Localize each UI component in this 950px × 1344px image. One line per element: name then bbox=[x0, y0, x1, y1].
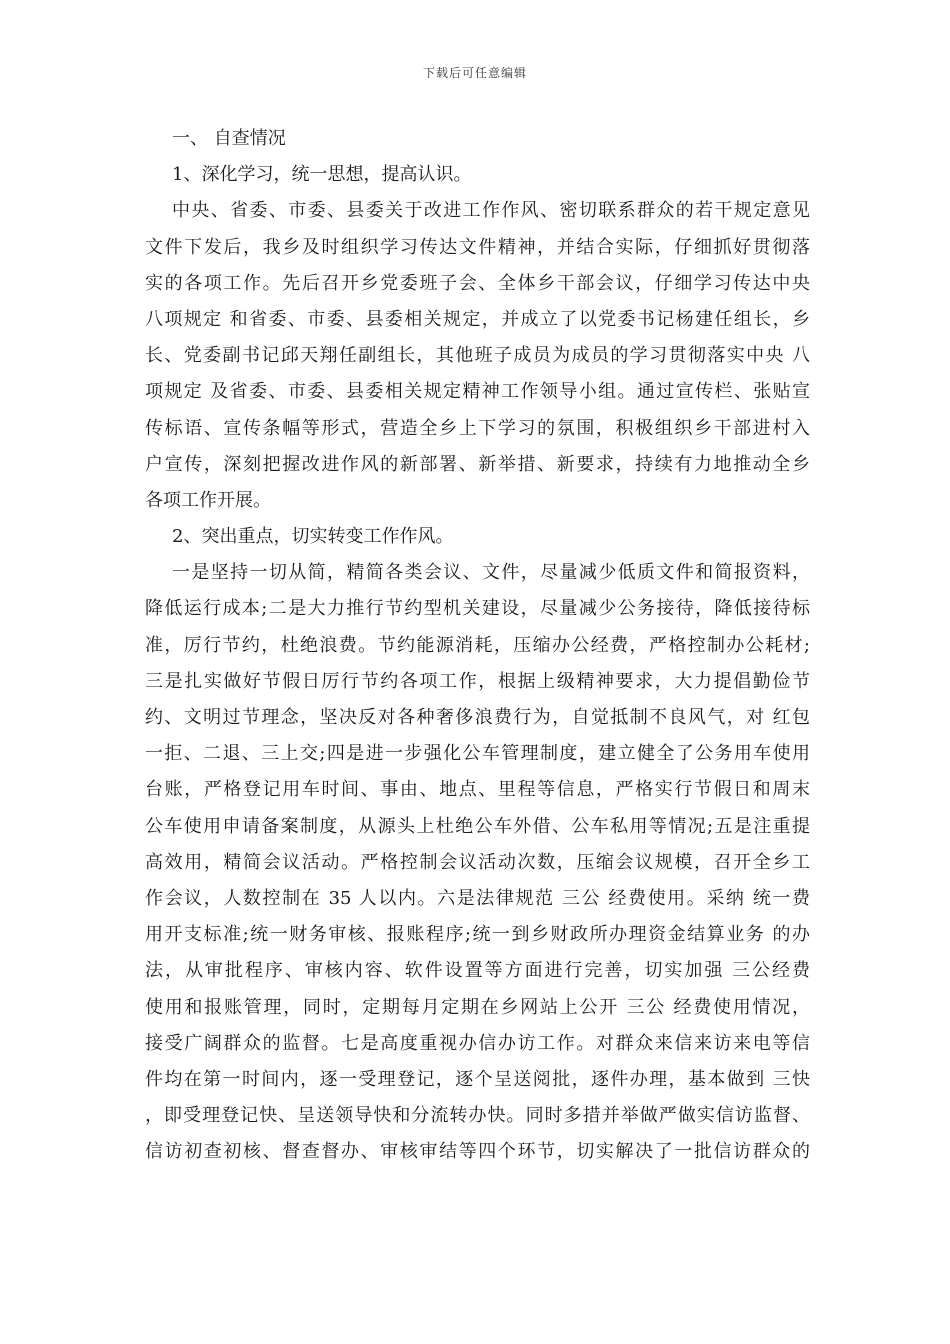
text-line: 一是坚持一切从简，精简各类会议、文件，尽量减少低质文件和简报资料， bbox=[172, 562, 810, 584]
text-line: 公车使用申请备案制度，从源头上杜绝公车外借、公车私用等情况;五是注重提 bbox=[145, 815, 810, 837]
text-line: 降低运行成本;二是大力推行节约型机关建设，尽量减少公务接待，降低接待标 bbox=[145, 598, 810, 620]
text-line: 一、 自查情况 bbox=[172, 128, 286, 149]
text-line: 高效用，精简会议活动。严格控制会议活动次数，压缩会议规模，召开全乡工 bbox=[145, 851, 810, 873]
text-line: 户宣传，深刻把握改进作风的新部署、新举措、新要求，持续有力地推动全乡 bbox=[145, 453, 810, 475]
text-line: 中央、省委、市委、县委关于改进工作作风、密切联系群众的若干规定意见 bbox=[172, 200, 810, 222]
text-line: ，即受理登记快、呈送领导快和分流转办快。同时多措并举做严做实信访监督、 bbox=[145, 1105, 810, 1127]
text-line: 法，从审批程序、审核内容、软件设置等方面进行完善，切实加强 三公经费 bbox=[145, 960, 810, 982]
text-line: 件均在第一时间内，逐一受理登记，逐个呈送阅批，逐件办理，基本做到 三快 bbox=[145, 1068, 810, 1090]
text-line: 接受广阔群众的监督。七是高度重视办信办访工作。对群众来信来访来电等信 bbox=[145, 1032, 810, 1054]
text-line: 作会议，人数控制在 35 人以内。六是法律规范 三公 经费使用。采纳 统一费 bbox=[145, 887, 810, 909]
text-line: 一拒、二退、三上交;四是进一步强化公车管理制度，建立健全了公务用车使用 bbox=[145, 743, 810, 765]
text-line: 各项工作开展。 bbox=[145, 489, 271, 511]
text-line: 1、深化学习，统一思想，提高认识。 bbox=[172, 164, 472, 186]
document-body bbox=[145, 121, 810, 1170]
text-line: 台账，严格登记用车时间、事由、地点、里程等信息，严格实行节假日和周末 bbox=[145, 779, 810, 801]
page-header-note: 下载后可任意编辑 bbox=[422, 66, 527, 80]
text-line: 项规定 及省委、市委、县委相关规定精神工作领导小组。通过宣传栏、张贴宣 bbox=[145, 381, 810, 403]
text-line: 约、文明过节理念，坚决反对各种奢侈浪费行为，自觉抵制不良风气，对 红包 bbox=[145, 707, 810, 728]
text-line: 长、党委副书记邱天翔任副组长，其他班子成员为成员的学习贯彻落实中央 八 bbox=[145, 345, 810, 367]
text-line: 传标语、宣传条幅等形式，营造全乡上下学习的氛围，积极组织乡干部进村入 bbox=[145, 417, 810, 439]
text-line: 准，厉行节约，杜绝浪费。节约能源消耗，压缩办公经费，严格控制办公耗材; bbox=[145, 634, 810, 656]
text-line: 使用和报账管理，同时，定期每月定期在乡网站上公开 三公 经费使用情况， bbox=[145, 996, 810, 1018]
text-line: 文件下发后，我乡及时组织学习传达文件精神，并结合实际，仔细抓好贯彻落 bbox=[145, 236, 810, 258]
text-line: 实的各项工作。先后召开乡党委班子会、全体乡干部会议，仔细学习传达中央 bbox=[145, 272, 810, 294]
text-line: 2、突出重点，切实转变工作作风。 bbox=[172, 526, 454, 548]
text-line: 信访初查初核、督查督办、审核审结等四个环节，切实解决了一批信访群众的 bbox=[145, 1141, 810, 1163]
text-line: 八项规定 和省委、市委、县委相关规定，并成立了以党委书记杨建任组长，乡 bbox=[145, 308, 810, 330]
text-line: 用开支标准;统一财务审核、报账程序;统一到乡财政所办理资金结算业务 的办 bbox=[145, 924, 810, 946]
text-line: 三是扎实做好节假日厉行节约各项工作，根据上级精神要求，大力提倡勤俭节 bbox=[145, 670, 810, 692]
